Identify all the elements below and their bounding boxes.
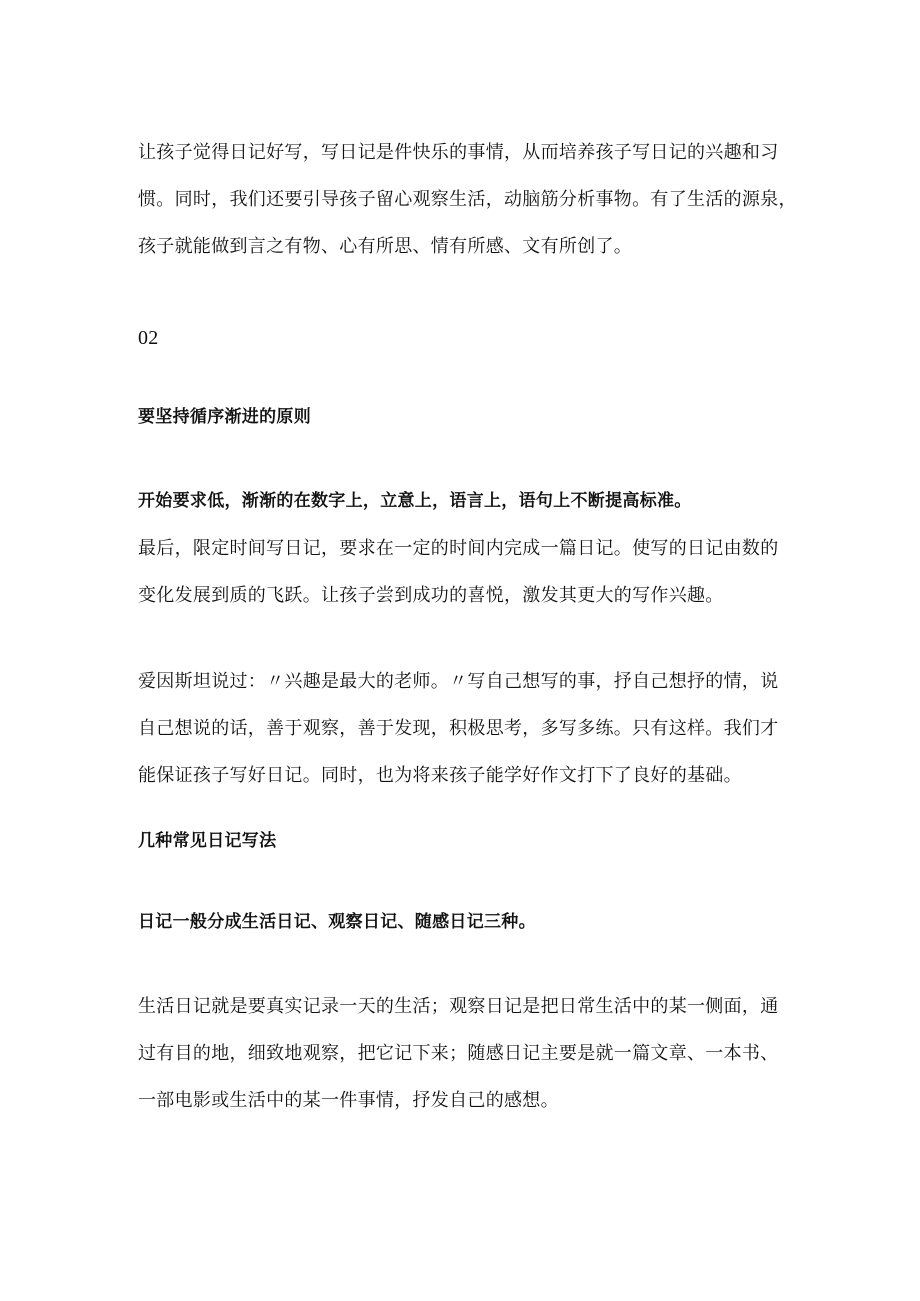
section-heading: 要坚持循序渐进的原则 [138, 407, 311, 427]
methods-heading: 几种常见日记写法 [138, 831, 277, 851]
intro-line-2: 惯。同时，我们还要引导孩子留心观察生活，动脑筋分析事物。有了生活的源泉， [138, 189, 797, 210]
methods-body-line-1: 生活日记就是要真实记录一天的生活；观察日记是把日常生活中的某一侧面，通 [138, 996, 779, 1017]
principle-bold-text: 开始要求低，渐渐的在数字上，立意上，语言上，语句上不断提高标准。 [138, 491, 692, 511]
intro-line-3: 孩子就能做到言之有物、心有所思、情有所感、文有所创了。 [138, 236, 633, 257]
methods-body-line-2: 过有目的地，细致地观察，把它记下来；随感日记主要是就一篇文章、一本书、 [138, 1043, 779, 1064]
einstein-line-1: 爱因斯坦说过：〃兴趣是最大的老师。〃写自己想写的事，抒自己想抒的情，说 [138, 671, 779, 692]
methods-bold-text: 日记一般分成生活日记、观察日记、随感日记三种。 [138, 912, 536, 932]
einstein-line-2: 自己想说的话，善于观察，善于发现，积极思考，多写多练。只有这样。我们才 [138, 718, 779, 739]
methods-body-line-3: 一部电影或生活中的某一件事情，抒发自己的感想。 [138, 1090, 559, 1111]
principle-body-line-1: 最后，限定时间写日记，要求在一定的时间内完成一篇日记。使写的日记由数的 [138, 538, 779, 559]
intro-line-1: 让孩子觉得日记好写，写日记是件快乐的事情，从而培养孩子写日记的兴趣和习 [138, 142, 779, 163]
principle-body-line-2: 变化发展到质的飞跃。让孩子尝到成功的喜悦，激发其更大的写作兴趣。 [138, 585, 724, 606]
section-number: 02 [138, 327, 159, 349]
einstein-line-3: 能保证孩子写好日记。同时，也为将来孩子能学好作文打下了良好的基础。 [138, 765, 742, 786]
